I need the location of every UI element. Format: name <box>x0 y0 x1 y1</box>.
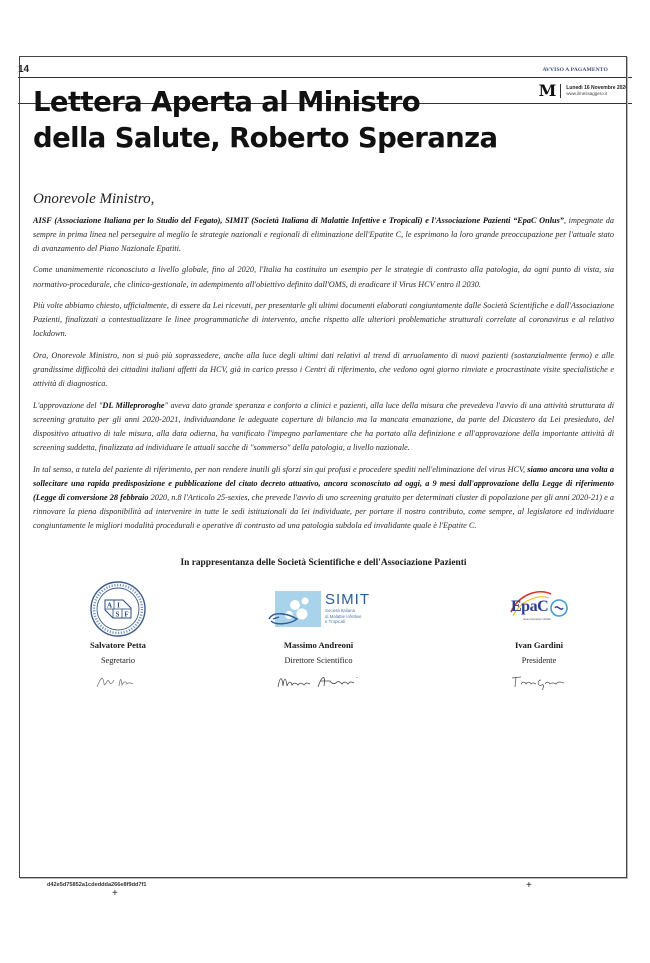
page-number: 14 <box>18 64 30 75</box>
paragraph-3: Più volte abbiamo chiesto, ufficialmente, di essere da Lei ricevuti, per presentarle gli ultimi documenti elaborati congiuntamente dalle Società Scientifiche e dall'Associazione Pazienti, finalizzati a contestualizzare le linee programmatiche di intervento, anche rispetto alle ulteriori problematiche strutturali correlate al coronavirus e al relativo lockdown. <box>33 301 614 339</box>
simit-subtitle-1: Società Italiana <box>325 608 356 614</box>
headline-line-1: Lettera Aperta al Ministro <box>33 85 420 118</box>
paragraph-4: Ora, Onorevole Ministro, non si può più soprassedere, anche alla luce degli ultimi dati relativi al trend di arruolamento di nuovi pazienti (sostanzialmente fermo) e alle grandissime difficoltà dei cittadini italiani affetti da HCV, già in carico presso i Centri di riferimento, che vedono ogni giorno rinviate e procrastinate visite specialistiche e attività di diagnostica. <box>33 350 614 389</box>
handwritten-signature-icon <box>274 672 364 690</box>
paragraph-5-text: " aveva dato grande speranza e conforto a clinici e pazienti, alla luce della misura che prevedeva l'avvio di una attività strutturata di screening gratuito per gli anni 2020-2021, individuandone le adeguate coperture di bilancio ma la mancata emanazione, da parte del Dicastero da Lei presieduto, del dispositivo attuativo di tale misura, alla data odierna, ha vanificato l'impegno parlamentare che ha portato alla definizione e all'approvazione della importante attività di screening suddetta, finalizzata ad individuare le attuali sacche di "sommerso" della patologia, a livello nazionale. <box>33 400 614 453</box>
signature-gardini <box>509 672 569 690</box>
svg-text:F: F <box>124 610 129 619</box>
svg-text:S: S <box>115 610 120 619</box>
page-footer <box>0 878 650 905</box>
simit-name: SIMIT <box>325 591 370 609</box>
svg-text:A: A <box>106 601 113 610</box>
epac-logo-mark <box>509 586 569 632</box>
simit-emblem-icon <box>267 589 321 629</box>
signature-andreoni <box>274 672 364 690</box>
paragraph-2: Come unanimemente riconosciuto a livello globale, fino al 2020, l'Italia ha costituito un esempio per le strategie di contrasto alla patologia, da ogni punto di vista, sia normativo-procedurale, che clinico-gestionale, in adempimento all'obiettivo definito dall'OMS, di eradicare il Virus HCV entro il 2030. <box>33 265 614 289</box>
simit-subtitle-2: di Malattie Infettive <box>325 613 362 619</box>
signatory-aisf <box>63 579 173 690</box>
handwritten-signature-icon <box>509 672 569 690</box>
signatory-epac <box>484 579 594 690</box>
paragraph-6 <box>33 463 614 533</box>
simit-logo-wrap <box>267 589 370 629</box>
signatory-role: Segretario <box>100 655 136 665</box>
representation-title: In rappresentanza delle Società Scientifiche e dell'Associazione Pazienti <box>180 557 467 568</box>
signatory-role: Presidente <box>521 655 557 665</box>
signatories <box>33 579 614 690</box>
paid-notice-label: AVVISO A PAGAMENTO <box>542 67 608 73</box>
epac-logo <box>509 579 569 639</box>
paragraph-1-text: , impegnate da sempre in prima linea nel perseguire al meglio le strategie nazionali e regionali di eliminazione dell'Epatite C, le esprimono la loro grande preoccupazione per l'attuale stato di avanzamento del Piano Nazionale Epatiti. <box>33 215 614 253</box>
signatory-name: Salvatore Petta <box>90 639 146 650</box>
paragraph-6-text: 2020, n.8 l'Articolo 25-sexies, che prevede l'avvio di uno screening gratuito per determinati cluster di popolazione per gli anni 2020-21) e a rinnovare la piena disponibilità ad intervenire in tutte le sedi istituzionali da lei individuate, per portare il nostro contributo, come sempre, al legislatore ed individuare congiuntamente le migliori modalità procedurali e operative di contrasto ad una patologia subdola ed invalidante quale è l'Epatite C. <box>33 492 614 530</box>
paragraph-6-intro: In tal senso, a tutela del paziente di riferimento, per non rendere inutili gli sforzi sin qui profusi e procedere spediti nell'eliminazione del virus HCV, <box>33 464 528 474</box>
paragraph-5-intro: L'approvazione del " <box>33 400 103 410</box>
paragraph-6-emphasis: siamo ancora una volta a sollecitare una rapida predisposizione e pubblicazione del citato decreto attuativo, ancora sconosciuto ad oggi, a 9 mesi dall'approvazione della Legge di riferimento (Legge di conversione 28 febbraio <box>33 464 614 502</box>
advertisement-frame <box>19 56 627 878</box>
handwritten-signature-icon <box>93 672 143 690</box>
headline <box>33 81 614 156</box>
aisf-logo <box>89 579 147 639</box>
simit-wordmark <box>325 592 370 624</box>
registration-mark-icon: + <box>526 880 532 891</box>
issue-date: Lunedì 16 Novembre 2020 <box>566 84 628 91</box>
epac-subtitle: Associazione Onlus <box>523 616 551 621</box>
signatory-simit <box>234 579 404 690</box>
headline-line-2: della Salute, Roberto Speranza <box>33 121 498 154</box>
document-hash: d42e5d75852a1cdeddda266e8f9dd7f1 <box>47 882 147 888</box>
salutation: Onorevole Ministro, <box>33 190 155 207</box>
signature-petta <box>93 672 143 690</box>
letter-body <box>33 214 614 541</box>
il-messaggero-logo: M <box>538 81 556 100</box>
organizations: AISF (Associazione Italiana per lo Studio del Fegato), SIMIT (Società Italiana di Malattie Infettive e Tropicali) e l'Associazione Pazienti “EpaC Onlus” <box>33 215 564 225</box>
dl-milleproroghe: DL Milleproroghe <box>102 400 165 410</box>
signatory-role: Direttore Scientifico <box>284 655 353 665</box>
aisf-seal-icon <box>89 580 147 638</box>
simit-subtitle-3: e Tropicali <box>325 619 346 625</box>
signatory-name: Massimo Andreoni <box>283 639 354 650</box>
paragraph-5 <box>33 399 614 455</box>
paragraph-1 <box>33 214 614 256</box>
simit-logo <box>267 579 370 639</box>
signatory-name: Ivan Gardini <box>515 639 563 650</box>
epac-name: EpaC <box>511 597 549 615</box>
svg-text:I: I <box>117 601 120 610</box>
newspaper-url: www.ilmessaggero.it <box>566 91 608 97</box>
registration-mark-icon: + <box>112 888 118 899</box>
